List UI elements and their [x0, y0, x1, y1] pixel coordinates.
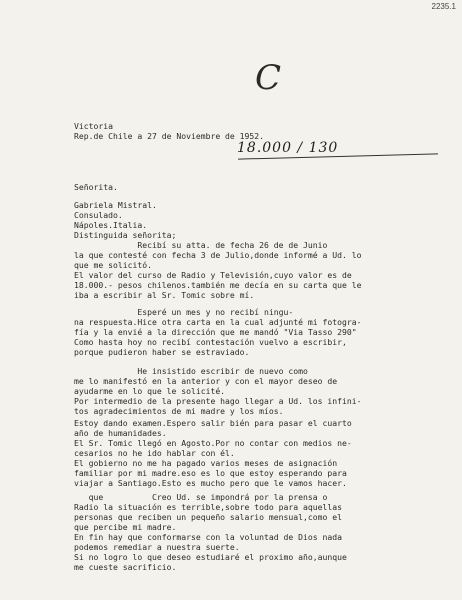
- body-line: familiar por mi madre.eso es lo que estoy esperando para: [74, 468, 347, 478]
- address-line: Consulado.: [74, 210, 123, 220]
- address-line: Distinguida señorita;: [74, 230, 177, 240]
- handwritten-letter-mark: C: [255, 58, 282, 98]
- body-line: He insistido escribir de nuevo como: [74, 366, 308, 376]
- paragraph-1: [74, 240, 362, 300]
- body-line: la que contesté con fecha 3 de Julio,donde informé a Ud. lo: [74, 250, 362, 260]
- body-line: El gobierno no me ha pagado varios meses de asignación: [74, 458, 338, 468]
- greeting-block: [74, 182, 118, 192]
- address-line: Gabriela Mistral.: [74, 200, 157, 210]
- body-line: El valor del curso de Radio y Televisión,cuyo valor es de: [74, 270, 352, 280]
- body-line: porque pudieron haber se estraviado.: [74, 347, 250, 357]
- address-line: Nápoles.Italia.: [74, 220, 148, 230]
- body-line: que Creo Ud. se impondrá por la prensa o: [74, 492, 328, 502]
- archive-reference-number: 2235.1: [431, 2, 456, 11]
- body-line: Estoy dando examen.Espero salir bién para pasar el cuarto: [74, 418, 352, 428]
- body-line: Si no logro lo que deseo estudiaré el proximo año,aunque: [74, 552, 347, 562]
- body-line: na respuesta.Hice otra carta en la cual adjunté mi fotogra-: [74, 317, 362, 327]
- body-line: Radio la situación es terrible,sobre todo para aquellas: [74, 502, 343, 512]
- paragraph-4: [74, 418, 352, 488]
- body-line: me cueste sacrificio.: [74, 562, 177, 572]
- body-line: 18.000.- pesos chilenos.también me decía en su carta que le: [74, 280, 362, 290]
- greeting-line: Señorita.: [74, 182, 118, 192]
- body-line: Por intermedio de la presente hago llegar a Ud. los infini-: [74, 396, 362, 406]
- paragraph-2: [74, 307, 362, 357]
- date-line: Rep.de Chile a 27 de Noviembre de 1952.: [74, 131, 265, 141]
- recipient-address-block: [74, 200, 176, 240]
- body-line: Recibí su atta. de fecha 26 de de Junio: [74, 240, 328, 250]
- body-line: En fin hay que conformarse con la voluntad de Dios nada: [74, 532, 343, 542]
- handwritten-amount-note: 18.000 / 130: [237, 140, 339, 156]
- body-line: personas que reciben un pequeño salario mensual,como el: [74, 512, 343, 522]
- body-line: me lo manifestó en la anterior y con el mayor deseo de: [74, 376, 338, 386]
- body-line: ayudarme en lo que le solicité.: [74, 386, 226, 396]
- body-line: iba a escribir al Sr. Tomic sobre mí.: [74, 290, 255, 300]
- paragraph-3: [74, 366, 362, 416]
- body-line: fía y la envié a la dirección que me mandó "Via Tasso 290": [74, 327, 357, 337]
- body-line: podemos remediar a nuestra suerte.: [74, 542, 240, 552]
- body-line: El Sr. Tomic llegó en Agosto.Por no contar con medios ne-: [74, 438, 352, 448]
- body-line: Como hasta hoy no recibí contestación vuelvo a escribir,: [74, 337, 347, 347]
- body-line: viajar a Santiago.Esto es mucho pero que le vamos hacer.: [74, 478, 347, 488]
- body-line: Esperé un mes y no recibí ningu-: [74, 307, 294, 317]
- place-date-block: [74, 121, 264, 141]
- body-line: que me solicitó.: [74, 260, 152, 270]
- body-line: que percibe mi madre.: [74, 522, 177, 532]
- body-line: tos agradecimientos de mi madre y los míos.: [74, 406, 284, 416]
- body-line: año de humanidades.: [74, 428, 167, 438]
- paragraph-5: [74, 492, 347, 572]
- body-line: cesarios no he ido hablar con él.: [74, 448, 235, 458]
- place-line: Victoria: [74, 121, 113, 131]
